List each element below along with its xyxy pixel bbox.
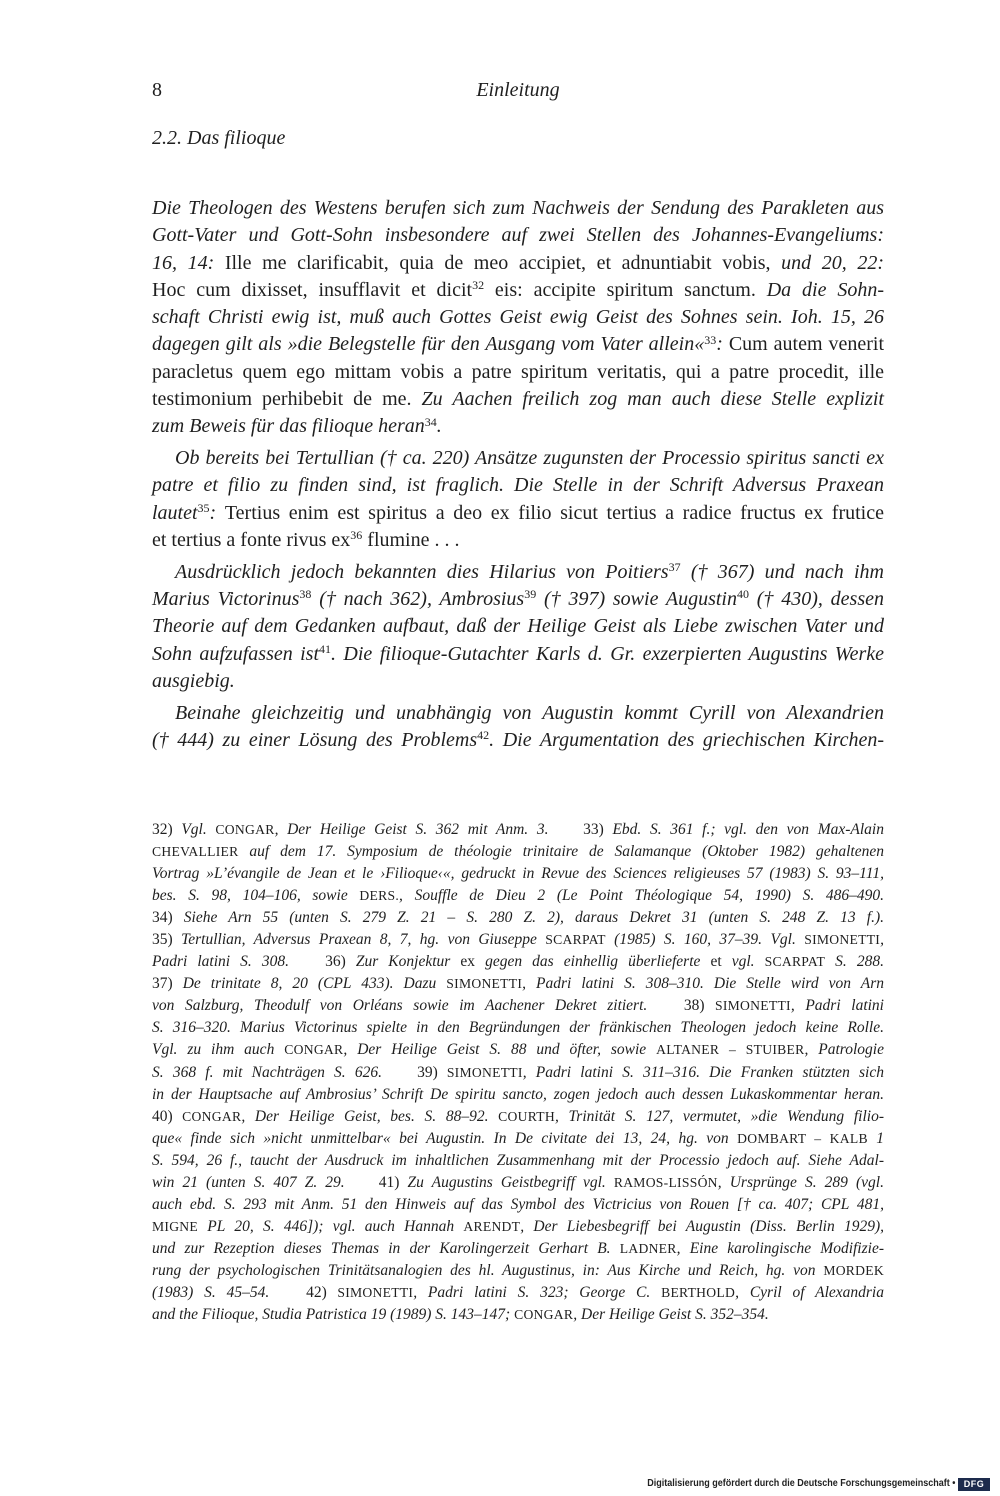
- text-run: in der Hauptsache auf Ambrosius’ Schrift De spiritu sancto, zogen jedoch auch dessen Lukaskommentar heran.: [152, 1085, 884, 1103]
- text-run: S. 594, 26 f., taucht der Ausdruck im inhaltlichen Zusammenhang mit der Processio jedoch auf. Siehe Adal-: [152, 1151, 884, 1169]
- footnote-line: [152, 1216, 884, 1238]
- author-name: CHEVALLIER: [152, 844, 239, 860]
- text-run: Ebd. S. 361 f.; vgl. den von Max-Alain: [603, 821, 884, 838]
- text-run: lautet: [152, 501, 198, 524]
- body-line: [152, 500, 884, 527]
- text-run: Cum autem venerit: [728, 333, 885, 356]
- text-run: Tertullian, Adversus Praxean 8, 7, hg. von Giuseppe: [172, 931, 546, 949]
- text-run: testimonium perhibebit de me.: [152, 388, 422, 411]
- text-run: , Ursprünge S. 289 (vgl.: [717, 1173, 884, 1191]
- body-line: [152, 222, 884, 249]
- author-name: CONGAR: [172, 1108, 242, 1124]
- digitization-credit: Digitalisierung gefördert durch die Deutsche Forschungsgemeinschaft •: [646, 1478, 955, 1489]
- body-line: [152, 413, 884, 440]
- text-run: De trinitate 8, 20 (CPL 433). Dazu: [172, 975, 447, 993]
- text-run: Siehe Arn 55 (unten S. 279 Z. 21 – S. 280 Z. 2), daraus Dekret 31 (unten S. 248 Z. 13 f.).: [172, 909, 884, 927]
- footnote-line: [152, 951, 884, 973]
- footnote-line: [152, 1172, 884, 1194]
- text-run: († 367) und nach ihm: [680, 560, 884, 583]
- text-run: , Padri latini S. 323; George C.: [413, 1283, 662, 1301]
- footnote-number: 41): [378, 1173, 400, 1191]
- author-name: LADNER: [619, 1240, 677, 1256]
- page-number: 8: [152, 79, 162, 101]
- text-run: . Die Argumentation des griechischen Kirchen-: [489, 728, 885, 751]
- text-run: Ille me clarificabit, quia de meo accipiet, et adnuntiabit vobis,: [224, 251, 782, 274]
- author-name: MORDEK: [823, 1262, 884, 1278]
- body-line: [152, 304, 884, 331]
- text-run: S. 368 f. mit Nachträgen S. 626.: [152, 1063, 392, 1081]
- text-run: , Der Heilige Geist S. 362 mit Anm. 3.: [274, 821, 558, 838]
- footnote-line: [152, 1084, 884, 1106]
- text-run: († 430), dessen: [748, 587, 884, 610]
- footnote-line: [152, 1194, 884, 1216]
- body-line: [152, 250, 884, 277]
- footnote-line: [152, 929, 884, 951]
- author-name: RAMOS-LISSÓN: [613, 1174, 718, 1190]
- author-name: COURTH: [498, 1108, 555, 1124]
- text-run: and the Filioque, Studia Patristica 19 (1989) S. 143–147;: [152, 1306, 515, 1324]
- text-run: und zur Rezeption dieses Themas in der Karolingerzeit Gerhart B.: [152, 1239, 620, 1257]
- footnote-number: 34): [152, 909, 173, 927]
- footnote-reference: 34: [424, 414, 437, 429]
- author-name: BERTHOLD: [661, 1284, 736, 1300]
- footnote-number: 39): [417, 1063, 438, 1081]
- author-name: DOMBART – KALB: [737, 1130, 868, 1146]
- text-run: Theorie auf dem Gedanken aufbaut, daß der Heilige Geist als Liebe zwischen Vater und: [152, 615, 884, 638]
- text-run: .: [436, 415, 442, 438]
- footnote-reference: 33: [704, 332, 717, 347]
- body-line: [152, 559, 884, 586]
- footnote-line: [152, 1150, 884, 1172]
- body-line: [152, 527, 884, 554]
- author-name: ARENDT: [463, 1218, 521, 1234]
- footnote-line: [152, 995, 884, 1017]
- text-run: , Der Heilige Geist, bes. S. 88–92.: [241, 1107, 499, 1125]
- footnote-reference: 32: [472, 278, 485, 293]
- body-paragraph: [152, 195, 884, 441]
- text-run: ex: [460, 953, 476, 971]
- footnote-line: [152, 1238, 884, 1260]
- text-run: , Der Liebesbegriff bei Augustin (Diss. Berlin 1929),: [520, 1217, 884, 1235]
- footnote-number: 37): [152, 975, 173, 993]
- footnote-reference: 35: [197, 501, 210, 516]
- author-name: MIGNE: [152, 1218, 199, 1234]
- footnotes: [152, 819, 884, 1326]
- text-run: ausgiebig.: [152, 669, 235, 692]
- text-run: et tertius a fonte rivus ex: [152, 528, 351, 551]
- text-run: Beinahe gleichzeitig und unabhängig von Augustin kommt Cyrill von Alexandrien: [175, 701, 884, 724]
- text-run: Vortrag »L’évangile de Jean et le ›Filioque‹«, gedruckt in Revue des Sciences religieuses 57 (1983) S. 93–111,: [152, 865, 884, 883]
- footnote-number: 42): [306, 1283, 327, 1301]
- text-run: , Eine karolingische Modifizie-: [676, 1239, 884, 1257]
- text-run: 16, 14:: [152, 251, 225, 274]
- author-name: SIMONETTI: [804, 932, 881, 948]
- author-name: SIMONETTI: [446, 976, 523, 992]
- text-run: S. 288.: [825, 953, 885, 971]
- footnote-number: 40): [152, 1107, 173, 1125]
- text-run: patre et filio zu finden sind, ist fraglich. Die Stelle in der Schrift Adversus Praxean: [152, 474, 884, 497]
- author-name: SCARPAT: [764, 954, 826, 970]
- body-line: [152, 641, 884, 668]
- footnote-line: [152, 1304, 884, 1326]
- text-run: , Souffle de Dieu 2 (Le Point Théologique 54, 1990) S. 486–490.: [399, 887, 885, 905]
- text-run: paracletus quem ego mittam vobis a patre spiritum veritatis, qui a patre procedit, ille: [152, 360, 884, 383]
- footnote-line: [152, 841, 884, 863]
- text-run: von Salzburg, Theodulf von Orléans sowie im Aachener Dekret zitiert.: [152, 997, 658, 1015]
- text-run: , Padri latini S. 308–310. Die Stelle wird von Arn: [522, 975, 884, 993]
- footnote-number: 32): [152, 821, 173, 838]
- footnote-line: [152, 1106, 884, 1128]
- author-name: DERS.: [359, 888, 400, 904]
- body-line: [152, 586, 884, 613]
- author-name: CONGAR: [514, 1307, 574, 1323]
- footnote-line: [152, 1260, 884, 1282]
- text-run: und 20, 22:: [781, 251, 884, 274]
- text-run: que« finde sich »nicht unmittelbar« bei Augustin. In De civitate dei 13, 24, hg. von: [152, 1129, 738, 1147]
- body-paragraph: [152, 700, 884, 755]
- body-line: [152, 445, 884, 472]
- body-line: [152, 195, 884, 222]
- text-run: Zu Aachen freilich zog man auch diese Stelle explizit: [421, 388, 884, 411]
- body-line: [152, 386, 884, 413]
- text-run: dagegen gilt als »die Belegstelle für den Ausgang vom Vater allein«: [152, 333, 705, 356]
- text-run: Gott-Vater und Gott-Sohn insbesondere auf zwei Stellen des Johannes-Evangeliums:: [152, 224, 884, 247]
- text-run: , Trinität S. 127, vermutet, »die Wendung filio-: [554, 1107, 884, 1125]
- text-run: (1983) S. 45–54.: [152, 1283, 281, 1301]
- footnote-reference: 40: [736, 587, 749, 602]
- footnote-line: [152, 863, 884, 885]
- text-run: Da die Sohn-: [766, 278, 884, 301]
- footnote-line: [152, 1062, 884, 1084]
- author-name: SCARPAT: [545, 932, 606, 948]
- body-line: [152, 331, 884, 358]
- footnote-line: [152, 819, 884, 841]
- text-run: 1: [867, 1129, 884, 1147]
- text-run: Marius Victorinus: [152, 587, 300, 610]
- running-title: Einleitung: [476, 79, 560, 101]
- footnote-line: [152, 973, 884, 995]
- text-run: Zu Augustins Geistbegriff vgl.: [399, 1173, 614, 1191]
- footnote-number: 36): [325, 953, 346, 971]
- text-run: win 21 (unten S. 407 Z. 29.: [152, 1173, 353, 1191]
- text-run: Ob bereits bei Tertullian († ca. 220) Ansätze zugunsten der Processio spiritus sancti ex: [175, 447, 884, 470]
- text-run: flumine . . .: [362, 528, 460, 551]
- author-name: SIMONETTI: [437, 1064, 523, 1080]
- text-run: Tertius enim est spiritus a deo ex filio sicut tertius a radice fructus ex frutice: [224, 501, 884, 524]
- text-run: Vgl.: [172, 821, 216, 838]
- text-run: S. 316–320. Marius Victorinus spielte in den Begründungen der fränkischen Theologen jedoch keine Rolle.: [152, 1019, 884, 1037]
- text-run: Zur Konjektur: [345, 953, 461, 971]
- text-run: , Padri latini S. 311–316. Die Franken stützten sich: [522, 1063, 884, 1081]
- body-line: [152, 472, 884, 499]
- author-name: CONGAR: [284, 1042, 344, 1058]
- text-run: :: [716, 333, 729, 356]
- body-line: [152, 277, 884, 304]
- section-heading: 2.2. Das filioque: [152, 127, 286, 149]
- text-run: Hoc cum dixisset, insufflavit et dicit: [152, 278, 473, 301]
- body-line: [152, 727, 884, 754]
- footnote-reference: 36: [350, 528, 363, 543]
- text-run: . Die filioque-Gutachter Karls d. Gr. exzerpierten Augustins Werke: [331, 642, 884, 665]
- text-run: († 444) zu einer Lösung des Problems: [152, 728, 478, 751]
- text-run: bes. S. 98, 104–106, sowie: [152, 887, 360, 905]
- text-run: Ausdrücklich jedoch bekannten dies Hilarius von Poitiers: [175, 560, 669, 583]
- main-text: [152, 195, 884, 754]
- body-line: [152, 700, 884, 727]
- footnote-reference: 39: [524, 587, 537, 602]
- body-line: [152, 359, 884, 386]
- text-run: , Patrologie: [804, 1041, 884, 1059]
- text-run: († nach 362), Ambrosius: [311, 587, 525, 610]
- text-run: gegen das einhellig überlieferte: [475, 953, 711, 971]
- footnote-line: [152, 1017, 884, 1039]
- footnote-line: [152, 1282, 884, 1304]
- text-run: auf dem 17. Symposium de théologie trinitaire de Salamanque (Oktober 1982) gehaltenen: [238, 843, 884, 861]
- text-run: :: [209, 501, 225, 524]
- footnote-line: [152, 885, 884, 907]
- author-name: ALTANER – STUIBER: [656, 1042, 805, 1058]
- body-paragraph: [152, 559, 884, 695]
- dfg-logo: DFG: [958, 1478, 990, 1491]
- footnote-line: [152, 1039, 884, 1061]
- footnote-number: 38): [683, 997, 705, 1015]
- author-name: SIMONETTI: [326, 1284, 414, 1300]
- text-run: schaft Christi ewig ist, muß auch Gottes Geist ewig Geist des Sohnes sein. Ioh. 15, 26: [152, 306, 884, 329]
- text-run: Die Theologen des Westens berufen sich zum Nachweis der Sendung des Parakleten aus: [152, 197, 884, 219]
- text-run: , Padri latini: [790, 997, 884, 1015]
- text-run: Vgl. zu ihm auch: [152, 1041, 285, 1059]
- text-run: , Der Heilige Geist S. 88 und öfter, sowie: [343, 1041, 657, 1059]
- text-run: ,: [880, 931, 884, 949]
- text-run: vgl.: [721, 953, 765, 971]
- text-run: auch ebd. S. 293 mit Anm. 51 den Hinweis auf das Symbol des Victricius von Rouen [† ca. 407; CPL 481,: [152, 1195, 884, 1213]
- footnote-number: 33): [583, 821, 604, 838]
- text-run: Padri latini S. 308.: [152, 953, 300, 971]
- text-run: , Der Heilige Geist S. 352–354.: [573, 1306, 769, 1324]
- text-run: zum Beweis für das filioque heran: [152, 415, 425, 438]
- footnote-reference: 37: [668, 560, 681, 575]
- author-name: SIMONETTI: [704, 998, 791, 1014]
- body-paragraph: [152, 445, 884, 554]
- body-line: [152, 613, 884, 640]
- author-name: CONGAR: [215, 822, 275, 837]
- footnote-reference: 41: [319, 641, 332, 656]
- footnote-number: 35): [152, 931, 173, 949]
- body-line: [152, 668, 884, 695]
- text-run: , Cyril of Alexandria: [735, 1283, 884, 1301]
- footnote-reference: 38: [299, 587, 312, 602]
- text-run: eis: accipite spiritum sanctum.: [484, 278, 767, 301]
- footnote-reference: 42: [477, 728, 490, 743]
- text-run: (1985) S. 160, 37–39. Vgl.: [605, 931, 805, 949]
- text-run: rung der psychologischen Trinitätsanalogien des hl. Augustinus, in: Aus Kirche und Reich, hg. von: [152, 1261, 824, 1279]
- footnote-line: [152, 1128, 884, 1150]
- text-run: PL 20, S. 446]); vgl. auch Hannah: [198, 1217, 464, 1235]
- text-run: et: [710, 953, 722, 971]
- footnote-line: [152, 907, 884, 929]
- text-run: Sohn aufzufassen ist: [152, 642, 320, 665]
- text-run: († 397) sowie Augustin: [536, 587, 737, 610]
